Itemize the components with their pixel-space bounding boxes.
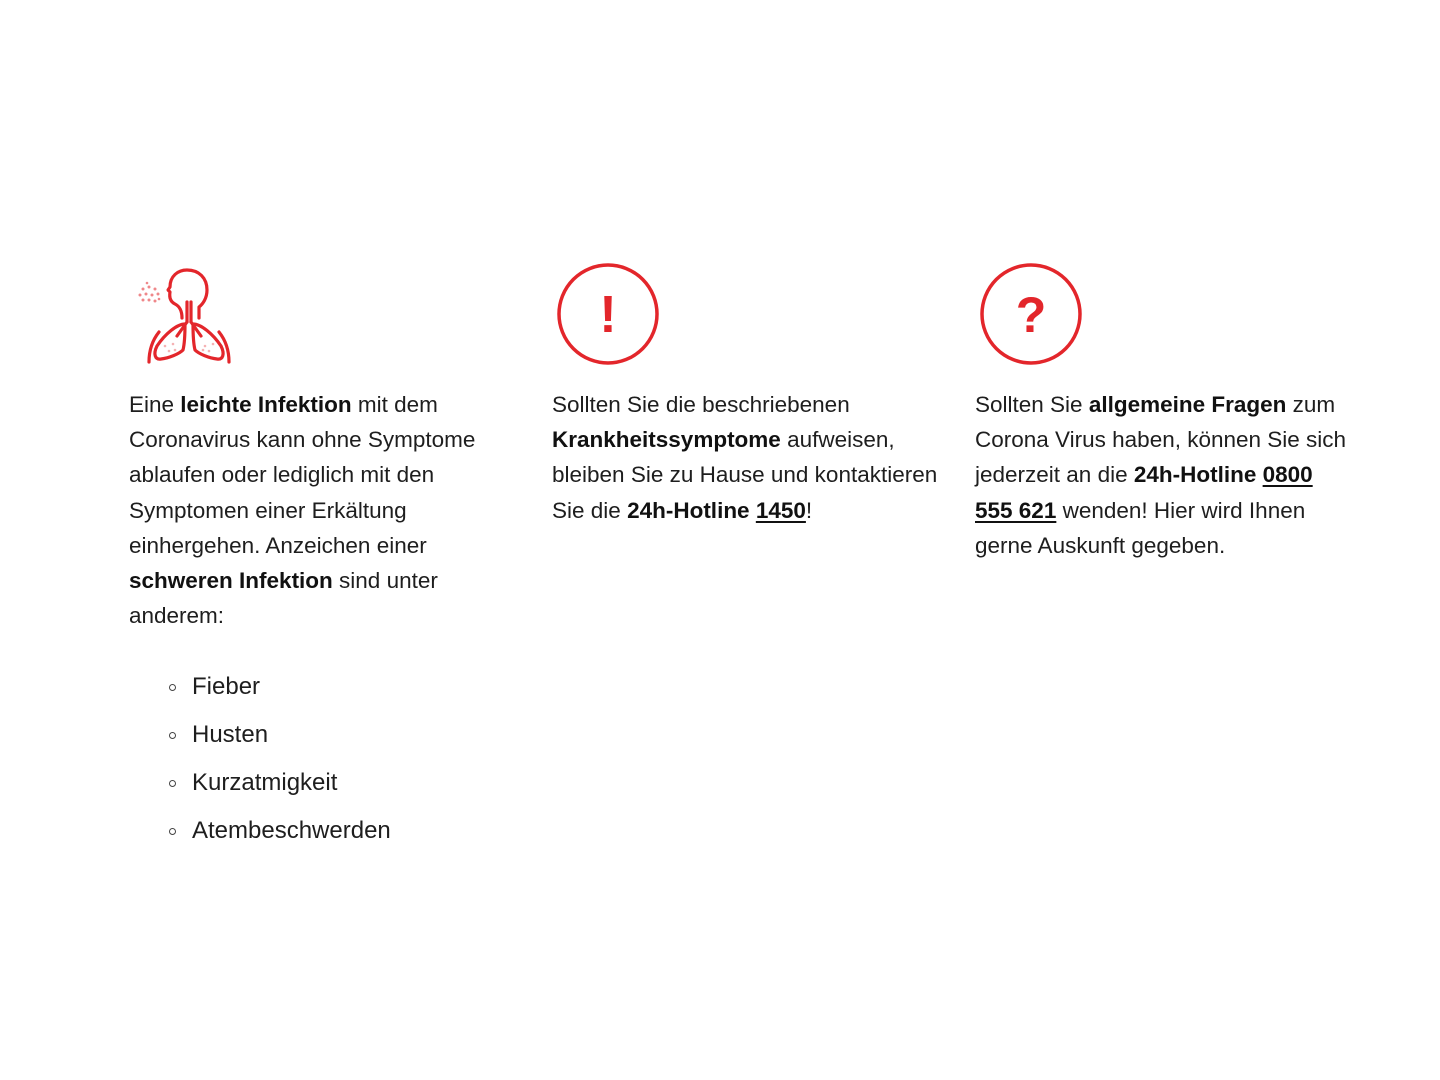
bullet-icon [169, 732, 176, 739]
questions-bold-general: allgemeine Fragen [1088, 392, 1287, 417]
bullet-icon [169, 828, 176, 835]
list-item-label: Kurzatmigkeit [192, 769, 338, 797]
hotline-text-3: ! [805, 497, 813, 523]
hotline-1450-link[interactable]: 1450 [755, 497, 806, 523]
hotline-bold-24h: 24h-Hotline [627, 497, 756, 523]
lungs-breathing-icon [129, 262, 239, 368]
bullet-icon [169, 780, 176, 787]
hotline-column [552, 262, 944, 528]
symptoms-column [129, 262, 521, 855]
hotline-bold-symptoms: Krankheitssymptome [552, 427, 781, 453]
list-item-label: Husten [192, 721, 269, 749]
questions-text-3: wenden! Hier wird Ihnen gerne Auskunft gegeben. [975, 497, 1306, 558]
hotline-text-2: aufweisen, bleiben Sie zu Hause und kontaktieren Sie die [552, 427, 938, 523]
question-circle-icon [975, 262, 1085, 368]
hotline-phone-link[interactable]: 0800 555 621 [975, 462, 1313, 523]
symptom-list [129, 663, 521, 855]
list-item [169, 759, 521, 807]
questions-bold-24h: 24h-Hotline [1133, 462, 1263, 488]
symptoms-text-3: sind unter anderem: [129, 568, 438, 629]
list-item [169, 711, 521, 759]
question-symbol: ? [1015, 287, 1047, 343]
list-item [169, 807, 521, 855]
symptoms-text-1: Eine [129, 392, 181, 417]
symptoms-paragraph [129, 387, 521, 633]
exclamation-circle-icon [552, 262, 662, 368]
list-item-label: Atembeschwerden [192, 817, 391, 845]
bullet-icon [169, 684, 176, 691]
list-item-label: Fieber [192, 673, 261, 701]
questions-paragraph [975, 387, 1350, 563]
symptoms-text-2: mit dem Coronavirus kann ohne Symptome ablaufen oder lediglich mit den Symptomen einer Erkältung einhergehen. Anzeichen einer [129, 392, 476, 558]
questions-text-1: Sollten Sie [975, 392, 1089, 417]
questions-text-2: zum Corona Virus haben, können Sie sich jederzeit an die [975, 392, 1347, 488]
exclamation-symbol: ! [599, 286, 617, 344]
list-item [169, 663, 521, 711]
questions-column [975, 262, 1350, 563]
symptoms-bold-severe-infection: schweren Infektion [129, 568, 333, 594]
symptoms-bold-mild-infection: leichte Infektion [180, 392, 352, 417]
hotline-paragraph [552, 387, 944, 528]
hotline-text-1: Sollten Sie die beschriebenen [552, 392, 850, 417]
